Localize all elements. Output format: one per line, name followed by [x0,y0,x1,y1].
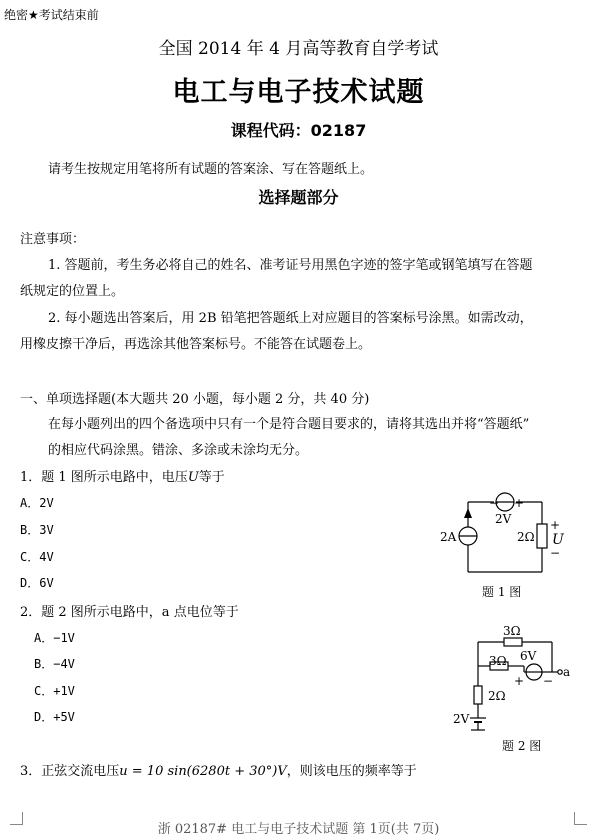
course-code: 课程代码：02187 [230,121,367,140]
fig1-caption: 题 1 图 [482,585,522,599]
exam-header: 全国 2014 年 4 月高等教育自学考试 [158,39,439,59]
notes-item1-line1: 1. 答题前，考生务必将自己的姓名、准考证号用黑色字迹的签字笔或钢笔填写在答题 [48,258,533,273]
q1-option-d: D．6V [20,576,54,590]
q2-option-d: D．+5V [34,710,75,724]
fig2-r-mid-label: 3Ω [489,654,507,668]
part-one-heading: 一、单项选择题(本大题共 20 小题，每小题 2 分，共 40 分) [20,392,370,407]
notes-item2-line1: 2. 每小题选出答案后，用 2B 铅笔把答题纸上对应题目的答案标号涂黑。如需改动， [48,311,533,326]
q1-option-b: B．3V [20,523,54,537]
instruction-text: 请考生按规定用笔将所有试题的答案涂、写在答题纸上。 [48,162,374,177]
fig1-isource-label: 2A [440,530,457,544]
q2-stem: 2．题 2 图所示电路中，a 点电位等于 [20,605,239,620]
q2-option-a: A．−1V [34,631,75,645]
q1-option-c: C．4V [20,550,54,564]
fig1-u-plus: + [550,518,561,532]
q2-option-c: C．+1V [34,684,75,698]
fig2-minus: − [543,674,554,688]
q3-stem [20,760,417,779]
fig2-r-bottom-label: 2Ω [488,689,506,703]
q2-option-b: B．−4V [34,657,75,671]
notes-heading: 注意事项： [20,232,86,247]
q3-stem-suffix: ，则该电压的频率等于 [286,764,417,779]
fig1-u-label: U [552,532,564,548]
fig2-vsource-label: 6V [520,649,537,663]
fig2-caption: 题 2 图 [502,739,542,753]
part-one-desc-line2: 的相应代码涂黑。错涂、多涂或未涂均无分。 [48,443,309,458]
fig2-r-top-label: 3Ω [503,624,521,638]
fig2-battery-label: 2V [453,712,470,726]
q1-stem-suffix: 等于 [198,470,225,485]
notes-item1-line2: 纸规定的位置上。 [20,284,125,299]
q1-stem [20,466,225,485]
q1-option-a: A．2V [20,496,54,510]
fig1-plus: + [514,496,525,510]
notes-item2-line2: 用橡皮擦干净后，再选涂其他答案标号。不能答在试题卷上。 [20,337,372,352]
fig2-plus: + [514,674,525,688]
q3-stem-prefix: 3．正弦交流电压 [20,764,120,779]
part-one-desc-line1: 在每小题列出的四个备选项中只有一个是符合题目要求的，请将其选出并将“答题纸” [48,417,530,432]
fig1-minus: − [489,496,500,510]
current-arrow-icon [464,508,472,518]
fig2-node-label: a [563,665,571,679]
q1-stem-var: U [187,470,199,485]
q1-stem-prefix: 1．题 1 图所示电路中，电压 [20,470,188,485]
fig1-resistor-label: 2Ω [517,530,535,544]
exam-title: 电工与电子技术试题 [172,77,425,108]
q3-formula: u = 10 sin(6280t + 30°)V [119,764,287,779]
page-footer: 浙 02187# 电工与电子技术试题 第 1页(共 7页) [157,822,440,837]
section-title: 选择题部分 [258,188,339,207]
fig1-vsource-label: 2V [495,512,512,526]
confidential-mark: 绝密★考试结束前 [4,8,99,22]
fig1-u-minus: − [550,546,561,560]
